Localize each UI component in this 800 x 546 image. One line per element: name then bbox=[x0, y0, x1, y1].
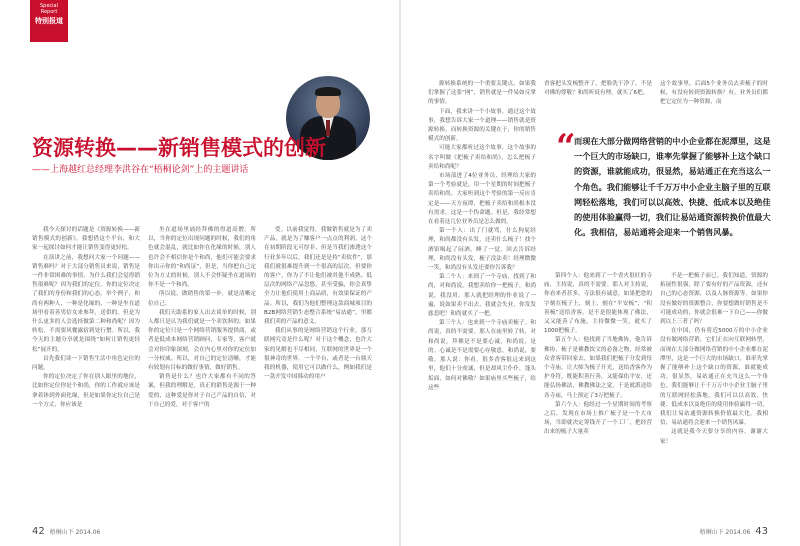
right-column-3-bottom bbox=[660, 272, 768, 516]
paragraph: 坐在道场里诵经拜佛的得道高僧。所以，当你的定位出现问题的时候，我们的角色就会混乱，就比如你在化缘的时候，别人也许会不相信你是个和尚，他们可能会要求你出示你的“和尚证”，但是，当你把自己定位为方丈的时候，别人不会怀疑坐在道场的你不是一个和尚。 bbox=[148, 227, 256, 289]
paragraph: 所以说，做销售的第一步，就是清晰定位自己。 bbox=[148, 291, 256, 307]
paragraph: 销售是什么？也许大家都有不同的答案，但我的理解是，真正的销售是源于一种爱的，这种爱是你对于自己产品的自信，对于自己的爱，对于客户的 bbox=[148, 374, 256, 408]
pull-quote bbox=[574, 134, 774, 260]
badge-en: Special Report bbox=[39, 3, 58, 15]
magazine-issue-right: 梧桐山下 2014.06 bbox=[699, 529, 751, 536]
paragraph: 源转换系统的一个重要关键点。如果我们掌握了这张“网”，销售就是一件易如反掌的事情。 bbox=[428, 81, 536, 106]
paragraph: 第五个人：他找到了当地佛协，他告诉佛协，梳子是佛教饮文的必备之物，经常被众香客带回家去，如果我们把梳子分发到每个寺庙，让大师为梳子开光，送给香客作为护身符，既能积善行善，又能保佑平安，还能弘扬佛法，佛教佛法之觉，于是就派送给各寺庙，马上预定了3万把梳子。 bbox=[544, 337, 652, 399]
paragraph: 第三个人：也来到一个寺庙卖梳子。和尚说，真的不需要。那人在庙里转了转，对和尚说，拜佛是不是要心诚，和尚说，是的。心诚是不是需要心存敬意，和尚说，要敬。那人说：你看，很多香客很远来到这里，他们十分虔诚，但是却风尘仆仆，蓬头垢面，如何对佛敬？如果庙里买些梳子，给这些 bbox=[428, 320, 536, 391]
paragraph: 香客把头发梳整齐了，把脸洗干净了，不是对佛的尊敬？和尚听说有理，就买了6把。 bbox=[544, 81, 652, 97]
paragraph: 我今天探讨的话题是《资源转换——新销售模式的创新》，我想借这个平台，和大家一起探讨如何才能让销售变得更轻松。 bbox=[32, 227, 140, 252]
footer-right bbox=[700, 526, 768, 537]
paragraph: 第二个人：来到了一个寺庙，找到了和尚，对和尚说，我想卖给你一把梳子，和尚说，我没用。那人就把经理的作业说了一遍，说如果卖不出去，我就会失业，你发发慈悲吧！和尚就买了一把。 bbox=[428, 274, 536, 318]
paragraph: 第六个人：他经过一个星期时间的考察之后，发现在市场上推广梳子是一个大市场，当即就决定筹钱开了一个工厂，把经营出来的梳子大量卖 bbox=[544, 401, 652, 436]
quote-mark-icon: “ bbox=[556, 127, 576, 167]
paragraph: 我们天助系的家人出去谈单的时候，别人都只是认为我们就是一个卖饮料的，如果你的定位只是一个网络营销服务提供商，或者是低成本网络营销顾问，专家等，客户就会对你印象深刻，会在内心里对你的定位加一分权威。所以，对自己的定位清晰，才能有较划有目标的做好事情，做好销售。 bbox=[148, 309, 256, 372]
right-column-3-top bbox=[660, 80, 768, 128]
paragraph: 我们从事的是网络营销这个行业，那互联网究竟是什么呢？对于这个概念，也许大家的见解也不尽相同，互联网的世界是一个很神奇的世界，一个平台，或者是一台鼎天我的机器，使用它可以做什么，例如我们是一款开发中国移动的用户 bbox=[264, 328, 372, 381]
paragraph: 在中国，仍有将近5000万的中小企业没有做网络营销，它们正在向互联网转型，而现在大部分做网络营销的中小企业都在泥潭里，这是一个巨大的市场缺口，谁率先掌握了能够补上这个缺口的资源，谁就能成功，很显然，易站通正在充当这么一个角色。我们能够让千千万万中小企业主脑子里的互联网轻松落地，我们可以以高效、快捷、低成本以及绝佳的使用体验赢得一切，我们让易站通资源转换价值最大化。我相信，易站通将会迎来一个销售风暴。 bbox=[660, 328, 768, 427]
magazine-issue-left: 梧桐山下 2014.06 bbox=[49, 529, 101, 536]
paragraph: 市场部进了4位业务员，经理给大家的第一个考验就是，用一个星期的时间把梳子卖给和尚。大家听到这个考验的第一反应肯定是——天方夜谭，把梳子卖给和尚根本没有需求，这是一个伪命题。但是，我经常想在看着这几位业务员是怎么做的。 bbox=[428, 173, 536, 226]
badge-cn: 特别报道 bbox=[35, 17, 63, 25]
paragraph: 这个故事里，后面5个业务员去卖梳子的时候，有没有转到资源转换？有。业务员们都把它定位为一种资源，而 bbox=[660, 81, 768, 106]
paragraph: 可能大家都听过这个故事，这个故事的名字叫做《把梳子卖给和尚》，怎么把梳子卖给和尚呢？ bbox=[428, 145, 536, 170]
pull-quote-text: 而现在大部分做网络营销的中小企业都在泥潭里，这是一个巨大的市场缺口，谁率先掌握了能够补上这个缺口的资源，谁就能成功，很显然，易站通正在充当这么一个角色。我们能够让千千万万中小企业主脑子里的互联网轻松落地，我们可以以高效、快捷、低成本以及绝佳的使用体验赢得一切，我们让易站通资源转换价值最大化。我相信，易站通将会迎来一个销售风暴。 bbox=[574, 136, 771, 238]
right-column-2-top bbox=[544, 80, 652, 128]
paragraph: 这就是我今天要分享的内容，谢谢大家！ bbox=[660, 429, 768, 445]
left-column-2 bbox=[148, 226, 256, 516]
page-number-left: 42 bbox=[32, 526, 45, 537]
paragraph: 第四个人：他来到了一个香火很旺的寺庙，主持说，真的不需要。那人对主持说，你看来者甚多，寺法很有诚意，如果把您的字刻在梳子上，刻上，刻在“平安梳”、“积善梳”送给香客，是不是很能体现了佛法，又又能善了布施，主持微微一笑，就买了1000把梳子。 bbox=[544, 273, 652, 335]
paragraph: 在演讲之前，我想问大家一个问题——销售难吗？对于大部分销售员来说，销售是一件非常困难的事情。为什么我们会觉得销售很难呢？因为我们的定位。你的定位决定了我们的身份和我们的心态。举个例子，和尚有两种人，一种是化缘的，一种是坐在道场里看着善男信女来参拜，送供的。但是为什么更多的人会选择做第二种和尚呢？因为转松，不需要风餐露宿到处行僧。所以，我今天的主题分享就是围绕“如何让销售更轻松”展开的。 bbox=[32, 254, 140, 353]
right-column-2-bottom bbox=[544, 272, 652, 516]
page-spine bbox=[399, 0, 401, 546]
article-title: 资源转换——新销售模式的创新 bbox=[32, 136, 326, 160]
paragraph: 第一个人：出了门就骂，什么狗屁经理，和尚都没有头发，还卖什么梳子！找个酒馆喝起了闷酒，睡了一觉，回去告诉经理，和尚没有头发，梳子没法卖！经理微微一笑，和尚没有头发还要你告诉我？ bbox=[428, 228, 536, 272]
page-number-right: 43 bbox=[755, 526, 768, 537]
footer-left bbox=[32, 526, 100, 537]
left-column-3 bbox=[264, 226, 372, 516]
paragraph: 下面，我来讲一个小故事，通过这个故事，我想告诉大家一个道理——销售就是资源转换，而转换资源的关键在于，你的销售模式的创新。 bbox=[428, 108, 536, 143]
section-badge bbox=[30, 0, 68, 42]
paragraph: 不是一把梳子而已。我们知道，资源的拓展性很强，除了要有好的产品资源，还有自己的心态资源，以及人脉资源等。如果你没有做好的资源整合，你要想做好销售是不可能成功的，你就会很难一下自己——你做到以上三者了吗？ bbox=[660, 273, 768, 326]
paragraph: 你的定位决定了你在别人眼里的地位，比如你定位你是个和尚，你的工作就应该是拿着钵到外面化缘，但是如果你定位自己是一个方丈，你应该是 bbox=[32, 374, 140, 408]
article-subtitle: ——上海越红总经理李洪谷在“梧桐论剑”上的主题讲话 bbox=[32, 165, 249, 175]
right-column-1 bbox=[428, 80, 536, 516]
paragraph: 首先我们谈一下销售生活中角色定位的问题。 bbox=[32, 355, 140, 372]
left-column-1 bbox=[32, 226, 140, 516]
paragraph: 爱。以前我觉得，我做销售就是为了卖产品，就是为了赚客户一点点的利润。这个在初期阶段无可厚非，但是当我们渗透这个行业多年以后，我们还是是持“卖软件”，那我们就很难提升到一个很高的层次。但要你的客户，你为了不让他们被其他不成熟、低层次的网络产品忽悠，甚至受骗，你会真挚全力让他们使用上商品质，有效果保证的产品。所以，我们为他们整理这款商城项目的B2B网络营销生态整合系统“易站通”，里都我们卖的产品的意义。 bbox=[264, 227, 372, 326]
